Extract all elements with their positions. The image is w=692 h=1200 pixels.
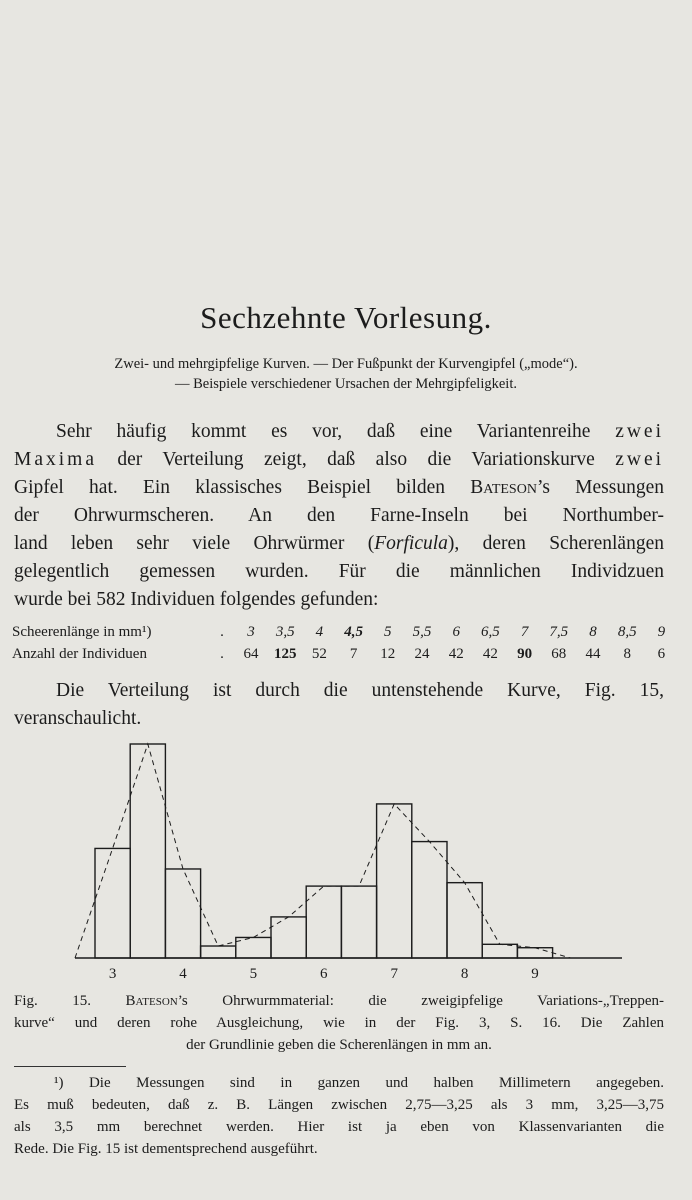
count-row	[12, 643, 672, 665]
x-tick-label: 5	[249, 966, 258, 980]
text-line: Maxima der Verteilung zeigt, daß also die Variationskurve zwei	[14, 449, 665, 470]
chapter-title: Sechzehnte Vorlesung.	[200, 300, 492, 335]
histogram-bar	[236, 937, 271, 958]
histogram-bar	[517, 948, 552, 958]
caption-line: Fig. 15. Bateson’s Ohrwurmmaterial: die zweigipfelige Variations-„Treppen-	[14, 993, 665, 1009]
length-cell: 3	[247, 624, 255, 640]
length-cell: 6,5	[481, 624, 500, 640]
text-line: der Ohrwurmscheren. An den Farne-Inseln bei Northumber-	[14, 505, 664, 526]
histogram-bar	[447, 883, 482, 958]
histogram-bar	[271, 917, 306, 958]
text-line: veranschaulicht.	[14, 708, 142, 729]
text-line: Die Verteilung ist durch die untenstehende Kurve, Fig. 15,	[56, 680, 664, 701]
x-tick-label: 3	[108, 966, 117, 980]
length-cell: 4,5	[344, 624, 363, 640]
length-cell: 5	[384, 624, 392, 640]
count-cell: 125	[273, 646, 297, 662]
length-cell: 5,5	[412, 624, 432, 640]
frequency-polygon	[75, 744, 571, 958]
text-line: Sehr häufig kommt es vor, daß eine Variantenreihe zwei	[56, 421, 664, 442]
count-cell: 90	[517, 646, 533, 662]
length-cell: 6	[452, 624, 460, 640]
species-name: Forficula	[374, 533, 448, 554]
histogram-bar	[412, 842, 447, 958]
count-cell: 68	[551, 646, 567, 662]
histogram-bar	[306, 886, 341, 958]
row-dot: .	[220, 624, 224, 640]
x-tick-label: 7	[390, 966, 398, 980]
histogram-bar	[95, 848, 130, 958]
length-cell: 8,5	[617, 624, 637, 640]
length-row	[12, 621, 672, 643]
histogram-bar	[165, 869, 200, 958]
paragraph-intro	[14, 418, 664, 614]
footnote-divider	[14, 1066, 126, 1067]
count-cell: 44	[585, 646, 601, 662]
footnote-line: Rede. Die Fig. 15 ist dementsprechend ausgeführt.	[14, 1141, 318, 1157]
length-cell: 8	[589, 624, 597, 640]
x-tick-label: 4	[179, 966, 187, 980]
figure-caption	[14, 990, 664, 1056]
text-line: gelegentlich gemessen wurden. Für die männlichen Individzuen	[14, 561, 664, 582]
histogram-chart	[0, 730, 692, 980]
count-cell: 8	[623, 646, 631, 662]
footnote-line: Es muß bedeuten, daß z. B. Längen zwischen 2,75—3,25 als 3 mm, 3,25—3,75	[14, 1097, 664, 1113]
measurement-table	[12, 621, 672, 665]
count-cell: 6	[657, 646, 666, 662]
length-cell: 9	[657, 624, 666, 640]
count-cell: 42	[482, 646, 498, 662]
summary-line: Zwei- und mehrgipfelige Kurven. — Der Fußpunkt der Kurvengipfel („mode“).	[114, 356, 578, 372]
row-dot: .	[220, 646, 224, 662]
caption-line: der Grundlinie geben die Scherenlängen in mm an.	[186, 1037, 492, 1053]
summary-line: — Beispiele verschiedener Ursachen der Mehrgipfeligkeit.	[175, 376, 517, 392]
x-tick-label: 9	[531, 966, 539, 980]
x-tick-label: 6	[320, 966, 328, 980]
count-row-label: Anzahl der Individuen	[12, 646, 147, 662]
histogram-bar	[130, 744, 165, 958]
histogram-bar	[201, 946, 236, 958]
author-name: Bateson	[125, 993, 178, 1009]
text-line: land leben sehr viele Ohrwürmer (Forficula), deren Scherenlängen	[14, 533, 664, 554]
length-row-label: Scheerenlänge in mm¹)	[12, 624, 152, 640]
length-cell: 7	[520, 624, 529, 640]
text-line: wurde bei 582 Individuen folgendes gefunden:	[14, 589, 379, 610]
histogram-bar	[341, 886, 376, 958]
length-cell: 3,5	[275, 624, 295, 640]
histogram-bar	[482, 944, 517, 958]
footnote	[14, 1072, 664, 1160]
author-name: Bateson	[470, 477, 537, 498]
length-cell: 7,5	[549, 624, 569, 640]
footnote-line: als 3,5 mm berechnet werden. Hier ist ja eben von Klassenvarianten die	[14, 1119, 664, 1135]
x-tick-label: 8	[460, 966, 469, 980]
chapter-summary	[10, 354, 682, 394]
count-cell: 12	[380, 646, 396, 662]
paragraph-figure-ref	[14, 677, 664, 733]
length-cell: 4	[315, 624, 324, 640]
count-cell: 24	[414, 646, 430, 662]
count-cell: 7	[349, 646, 358, 662]
count-cell: 52	[311, 646, 327, 662]
text-line: Gipfel hat. Ein klassisches Beispiel bilden Bateson’s Messungen	[14, 477, 664, 498]
caption-line: kurve“ und deren rohe Ausgleichung, wie in der Fig. 3, S. 16. Die Zahlen	[14, 1015, 664, 1031]
footnote-line: ¹) Die Messungen sind in ganzen und halben Millimetern angegeben.	[54, 1075, 664, 1091]
count-cell: 42	[448, 646, 464, 662]
histogram-bar	[377, 804, 412, 958]
count-cell: 64	[243, 646, 259, 662]
